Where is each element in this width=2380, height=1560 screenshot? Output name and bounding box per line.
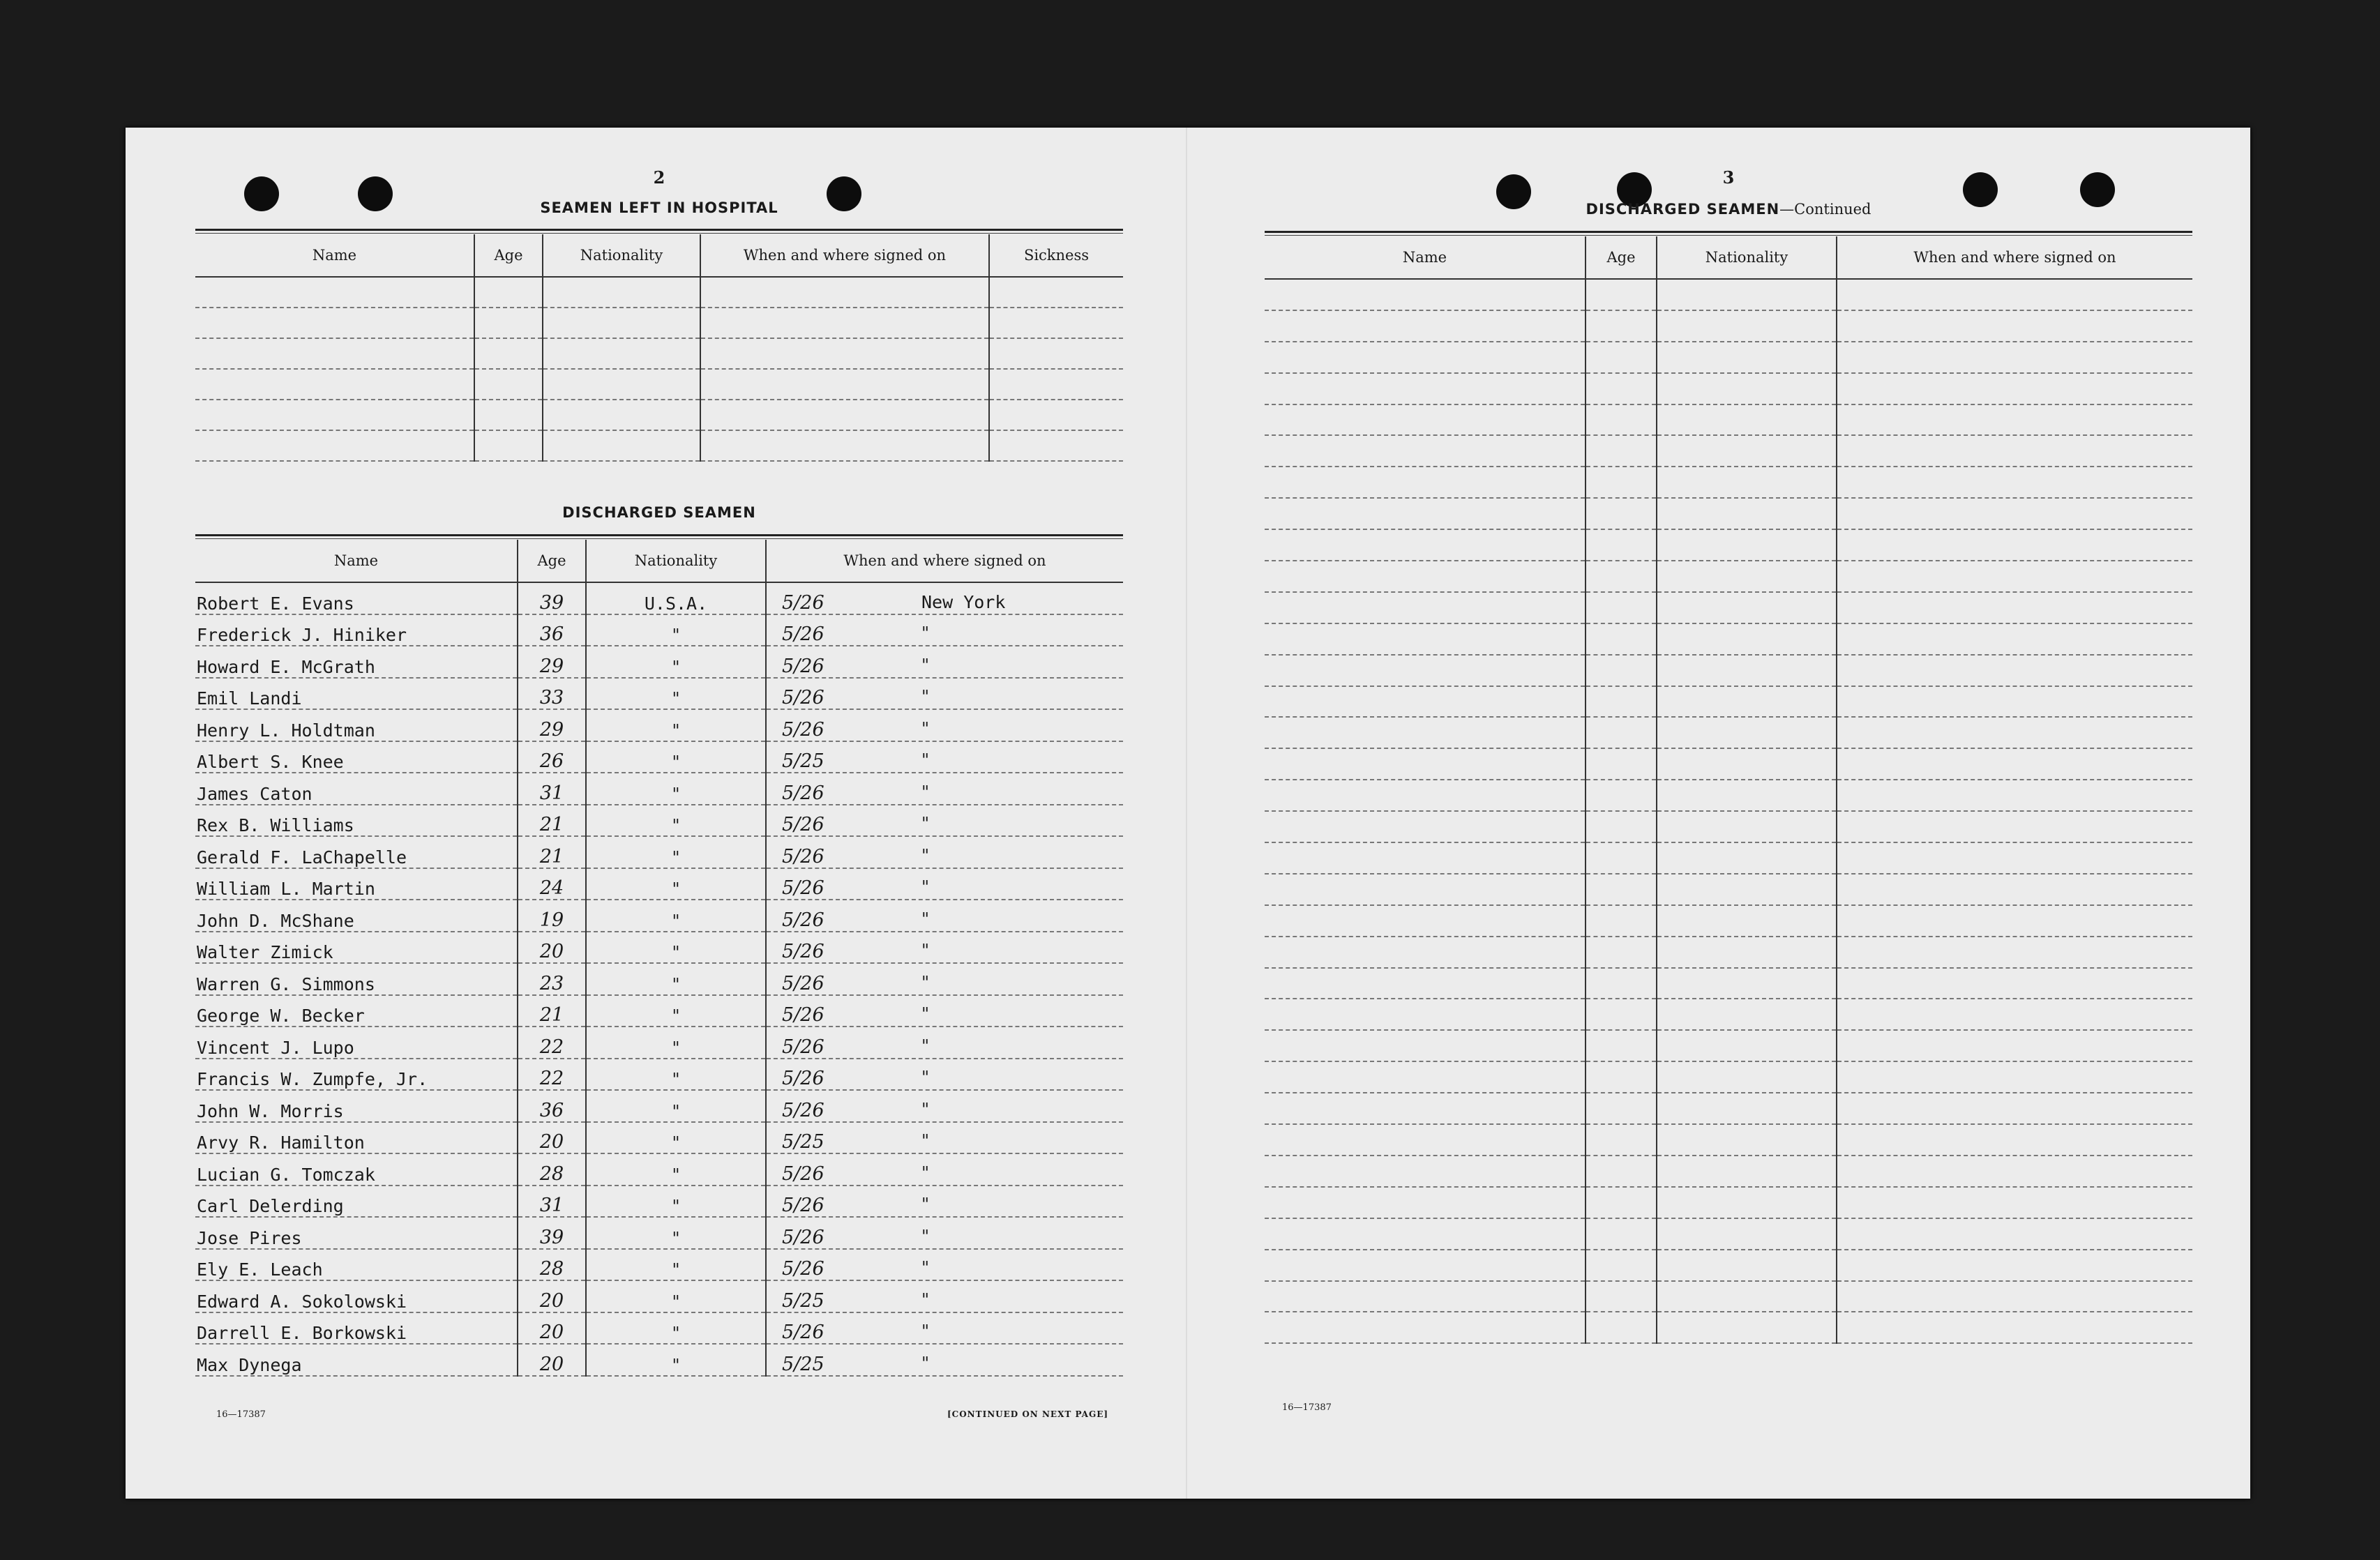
signed-on-place: ": [921, 909, 930, 929]
seaman-name: Arvy R. Hamilton: [195, 1122, 518, 1154]
signed-on-date: 5/26: [782, 1322, 824, 1343]
column-header: Nationality: [586, 540, 766, 582]
seaman-age: 20: [518, 1122, 586, 1154]
signed-on-cell: [766, 995, 1123, 1027]
seaman-age: 36: [518, 1090, 586, 1122]
seaman-age: 31: [518, 1186, 586, 1218]
section-title-main: DISCHARGED SEAMEN: [1586, 201, 1780, 218]
blank-row: [1265, 842, 2192, 874]
signed-on-place: ": [921, 941, 930, 960]
signed-on-cell: [766, 1344, 1123, 1376]
signed-on-cell: [766, 1280, 1123, 1312]
nationality-value: ": [672, 1355, 680, 1375]
hospital-table: [195, 234, 1123, 462]
column-header: Age: [1586, 236, 1657, 279]
nationality-value: ": [672, 657, 680, 677]
seaman-name: Rex B. Williams: [195, 805, 518, 837]
discharged-header-row: [195, 540, 1123, 582]
seaman-nationality: [586, 1186, 766, 1218]
seaman-nationality: [586, 582, 766, 614]
table-row: [195, 805, 1123, 837]
signed-on-date: 5/25: [782, 1131, 824, 1153]
seaman-name: Edward A. Sokolowski: [195, 1280, 518, 1312]
blank-row: [1265, 498, 2192, 529]
seaman-name: George W. Becker: [195, 995, 518, 1027]
signed-on-date: 5/26: [782, 845, 824, 868]
blank-row: [1265, 435, 2192, 467]
seaman-nationality: [586, 1280, 766, 1312]
signed-on-place: ": [921, 1289, 930, 1310]
signed-on-place: ": [921, 655, 930, 675]
signed-on-place: New York: [921, 591, 1006, 612]
column-header: When and where signed on: [1837, 236, 2192, 279]
blank-row: [1265, 1281, 2192, 1312]
signed-on-date: 5/26: [782, 655, 824, 677]
blank-row: [195, 369, 1123, 400]
seaman-age: 20: [518, 1344, 586, 1376]
seaman-nationality: [586, 995, 766, 1027]
seaman-age: 22: [518, 1027, 586, 1059]
signed-on-date: 5/26: [782, 591, 824, 614]
signed-on-date: 5/26: [782, 1226, 824, 1248]
signed-on-place: ": [921, 814, 930, 833]
seaman-name: John W. Morris: [195, 1090, 518, 1122]
column-header: Name: [195, 234, 474, 277]
signed-on-cell: [766, 1249, 1123, 1281]
signed-on-cell: [766, 836, 1123, 868]
signed-on-place: ": [921, 750, 930, 770]
continued-note: [CONTINUED ON NEXT PAGE]: [947, 1409, 1109, 1419]
table-row: [195, 900, 1123, 932]
blank-row: [1265, 561, 2192, 592]
seaman-age: 29: [518, 709, 586, 741]
table-row: [195, 1344, 1123, 1376]
seaman-name: Vincent J. Lupo: [195, 1027, 518, 1059]
blank-row: [1265, 1124, 2192, 1156]
nationality-value: ": [672, 784, 680, 804]
table-row: [195, 1090, 1123, 1122]
page-number: 3: [1722, 167, 1735, 188]
blank-row: [1265, 467, 2192, 498]
nationality-value: ": [672, 1038, 680, 1058]
signed-on-date: 5/26: [782, 1258, 824, 1280]
hospital-header-row: [195, 234, 1123, 277]
blank-row: [1265, 279, 2192, 310]
blank-row: [1265, 373, 2192, 404]
seaman-name: Emil Landi: [195, 678, 518, 710]
seaman-nationality: [586, 1249, 766, 1281]
discharged-section-title: DISCHARGED SEAMEN: [562, 504, 756, 521]
discharged-seamen-table: [195, 540, 1123, 1377]
seaman-name: Frederick J. Hiniker: [195, 614, 518, 646]
signed-on-date: 5/26: [782, 623, 824, 645]
seaman-age: 28: [518, 1249, 586, 1281]
hospital-section-title: SEAMEN LEFT IN HOSPITAL: [540, 199, 778, 216]
blank-row: [1265, 655, 2192, 686]
signed-on-cell: [766, 1153, 1123, 1186]
seaman-nationality: [586, 646, 766, 678]
seaman-age: 39: [518, 582, 586, 614]
nationality-value: ": [672, 1324, 680, 1343]
signed-on-date: 5/26: [782, 1068, 824, 1089]
table-row: [195, 932, 1123, 964]
blank-row: [1265, 811, 2192, 842]
table-row: [195, 1027, 1123, 1059]
signed-on-date: 5/25: [782, 1353, 824, 1375]
seaman-nationality: [586, 773, 766, 805]
signed-on-cell: [766, 963, 1123, 995]
table-row: [195, 1249, 1123, 1281]
signed-on-cell: [766, 709, 1123, 741]
blank-row: [1265, 937, 2192, 968]
blank-row: [1265, 874, 2192, 905]
signed-on-cell: [766, 868, 1123, 900]
table-row: [195, 709, 1123, 741]
seaman-age: 20: [518, 932, 586, 964]
blank-row: [1265, 748, 2192, 780]
nationality-value: ": [672, 1006, 680, 1026]
seaman-name: Albert S. Knee: [195, 741, 518, 773]
blank-row: [1265, 592, 2192, 623]
seaman-name: Robert E. Evans: [195, 582, 518, 614]
blank-row: [1265, 1030, 2192, 1061]
seaman-name: Darrell E. Borkowski: [195, 1312, 518, 1345]
seaman-name: Walter Zimick: [195, 932, 518, 964]
signed-on-date: 5/26: [782, 782, 824, 804]
seaman-age: 31: [518, 773, 586, 805]
blank-row: [195, 338, 1123, 369]
signed-on-date: 5/26: [782, 877, 824, 899]
signed-on-place: ": [921, 623, 930, 643]
seaman-nationality: [586, 1122, 766, 1154]
blank-row: [1265, 1187, 2192, 1218]
table-row: [195, 1153, 1123, 1186]
seaman-name: Jose Pires: [195, 1217, 518, 1249]
nationality-value: ": [672, 974, 680, 994]
nationality-value: ": [672, 816, 680, 835]
table-row: [195, 1280, 1123, 1312]
seaman-name: Francis W. Zumpfe, Jr.: [195, 1059, 518, 1091]
seaman-name: Max Dynega: [195, 1344, 518, 1376]
signed-on-date: 5/26: [782, 718, 824, 741]
seaman-age: 19: [518, 900, 586, 932]
seaman-nationality: [586, 963, 766, 995]
signed-on-date: 5/25: [782, 1289, 824, 1312]
signed-on-date: 5/25: [782, 750, 824, 772]
seaman-name: Ely E. Leach: [195, 1249, 518, 1281]
seaman-name: James Caton: [195, 773, 518, 805]
nationality-value: ": [672, 1101, 680, 1121]
crew-list-sheet: [126, 128, 2250, 1499]
seaman-age: 23: [518, 963, 586, 995]
seaman-nationality: [586, 1217, 766, 1249]
blank-row: [1265, 968, 2192, 999]
table-row: [195, 1186, 1123, 1218]
table-row: [195, 1312, 1123, 1345]
page-fold: [1186, 128, 1187, 1499]
signed-on-date: 5/26: [782, 814, 824, 835]
blank-row: [195, 308, 1123, 338]
blank-row: [1265, 1061, 2192, 1093]
seaman-name: Gerald F. LaChapelle: [195, 836, 518, 868]
signed-on-place: ": [921, 1226, 930, 1246]
signed-on-date: 5/26: [782, 1036, 824, 1058]
table-row: [195, 1059, 1123, 1091]
seaman-nationality: [586, 1090, 766, 1122]
nationality-value: ": [672, 626, 680, 645]
signed-on-date: 5/26: [782, 1163, 824, 1185]
signed-on-cell: [766, 1027, 1123, 1059]
signed-on-date: 5/26: [782, 1195, 824, 1216]
signed-on-date: 5/26: [782, 687, 824, 709]
seaman-nationality: [586, 1312, 766, 1345]
seaman-name: Carl Delerding: [195, 1186, 518, 1218]
continued-header-row: [1265, 236, 2192, 279]
nationality-value: ": [672, 1260, 680, 1280]
seaman-nationality: [586, 1344, 766, 1376]
seaman-nationality: [586, 1027, 766, 1059]
signed-on-cell: [766, 900, 1123, 932]
continued-seamen-table: [1265, 236, 2192, 1344]
table-row: [195, 678, 1123, 710]
seaman-age: 26: [518, 741, 586, 773]
blank-row: [1265, 1312, 2192, 1343]
left-page: [195, 128, 1123, 1499]
blank-row: [1265, 310, 2192, 342]
signed-on-cell: [766, 614, 1123, 646]
table-row: [195, 868, 1123, 900]
seaman-nationality: [586, 1153, 766, 1186]
blank-row: [1265, 1156, 2192, 1187]
seaman-nationality: [586, 709, 766, 741]
table-row: [195, 963, 1123, 995]
column-header: Age: [518, 540, 586, 582]
blank-row: [1265, 1250, 2192, 1281]
nationality-value: ": [672, 879, 680, 899]
signed-on-cell: [766, 932, 1123, 964]
seaman-nationality: [586, 1059, 766, 1091]
seaman-age: 24: [518, 868, 586, 900]
table-row: [195, 1122, 1123, 1154]
form-code: 16—17387: [216, 1409, 266, 1420]
signed-on-place: ": [921, 1258, 930, 1278]
column-header: Name: [1265, 236, 1586, 279]
signed-on-cell: [766, 1122, 1123, 1154]
nationality-value: ": [672, 689, 680, 709]
blank-row: [1265, 717, 2192, 748]
signed-on-cell: [766, 1217, 1123, 1249]
seaman-name: Henry L. Holdtman: [195, 709, 518, 741]
nationality-value: ": [672, 1070, 680, 1089]
signed-on-place: ": [921, 972, 930, 992]
blank-row: [1265, 905, 2192, 937]
blank-row: [1265, 780, 2192, 811]
seaman-nationality: [586, 868, 766, 900]
blank-row: [195, 430, 1123, 461]
signed-on-place: ": [921, 845, 930, 865]
blank-row: [1265, 623, 2192, 655]
blank-row: [1265, 1218, 2192, 1250]
form-code: 16—17387: [1282, 1402, 1332, 1413]
column-header: Nationality: [1657, 236, 1837, 279]
signed-on-cell: [766, 741, 1123, 773]
signed-on-place: ": [921, 1131, 930, 1151]
blank-row: [195, 400, 1123, 430]
seaman-nationality: [586, 836, 766, 868]
seaman-nationality: [586, 932, 766, 964]
table-row: [195, 1217, 1123, 1249]
continued-section-title: [1265, 201, 2192, 218]
table-row: [195, 582, 1123, 614]
blank-row: [1265, 529, 2192, 561]
seaman-name: Warren G. Simmons: [195, 963, 518, 995]
table-row: [195, 614, 1123, 646]
seaman-name: Lucian G. Tomczak: [195, 1153, 518, 1186]
seaman-age: 22: [518, 1059, 586, 1091]
seaman-nationality: [586, 805, 766, 837]
blank-row: [1265, 1093, 2192, 1124]
signed-on-cell: [766, 805, 1123, 837]
table-row: [195, 646, 1123, 678]
column-header: When and where signed on: [700, 234, 989, 277]
signed-on-cell: [766, 1090, 1123, 1122]
blank-row: [1265, 342, 2192, 373]
seaman-age: 20: [518, 1312, 586, 1345]
double-rule: [1265, 231, 2192, 236]
signed-on-place: ": [921, 1322, 930, 1341]
signed-on-cell: [766, 773, 1123, 805]
column-header: Age: [474, 234, 543, 277]
signed-on-date: 5/26: [782, 1004, 824, 1026]
seaman-age: 21: [518, 805, 586, 837]
nationality-value: ": [672, 847, 680, 868]
blank-row: [1265, 686, 2192, 718]
signed-on-cell: [766, 1186, 1123, 1218]
signed-on-place: ": [921, 1163, 930, 1183]
signed-on-date: 5/26: [782, 1099, 824, 1121]
blank-row: [1265, 404, 2192, 436]
double-rule: [195, 229, 1123, 234]
seaman-name: William L. Martin: [195, 868, 518, 900]
table-row: [195, 836, 1123, 868]
signed-on-place: ": [921, 877, 930, 897]
page-number: 2: [653, 167, 665, 188]
nationality-value: ": [672, 911, 680, 931]
blank-row: [195, 277, 1123, 308]
seaman-nationality: [586, 678, 766, 710]
nationality-value: U.S.A.: [644, 593, 708, 614]
column-header: Nationality: [543, 234, 700, 277]
table-row: [195, 995, 1123, 1027]
seaman-age: 28: [518, 1153, 586, 1186]
seaman-name: John D. McShane: [195, 900, 518, 932]
seaman-age: 21: [518, 836, 586, 868]
signed-on-place: ": [921, 1353, 930, 1373]
nationality-value: ": [672, 720, 680, 741]
nationality-value: ": [672, 1292, 680, 1312]
nationality-value: ": [672, 943, 680, 962]
signed-on-place: ": [921, 1036, 930, 1056]
signed-on-cell: [766, 678, 1123, 710]
column-header: Name: [195, 540, 518, 582]
signed-on-place: ": [921, 718, 930, 739]
column-header: When and where signed on: [766, 540, 1123, 582]
seaman-age: 21: [518, 995, 586, 1027]
signed-on-cell: [766, 1312, 1123, 1345]
nationality-value: ": [672, 1228, 680, 1248]
seaman-age: 29: [518, 646, 586, 678]
nationality-value: ": [672, 1165, 680, 1185]
nationality-value: ": [672, 752, 680, 772]
nationality-value: ": [672, 1133, 680, 1153]
double-rule: [195, 534, 1123, 539]
nationality-value: ": [672, 1197, 680, 1216]
seaman-age: 39: [518, 1217, 586, 1249]
signed-on-place: ": [921, 782, 930, 802]
blank-row: [1265, 999, 2192, 1030]
table-row: [195, 773, 1123, 805]
column-header: Sickness: [989, 234, 1123, 277]
signed-on-place: ": [921, 687, 930, 706]
seaman-age: 33: [518, 678, 586, 710]
signed-on-place: ": [921, 1068, 930, 1087]
seaman-age: 36: [518, 614, 586, 646]
signed-on-cell: [766, 582, 1123, 614]
seaman-name: Howard E. McGrath: [195, 646, 518, 678]
signed-on-date: 5/26: [782, 972, 824, 994]
seaman-age: 20: [518, 1280, 586, 1312]
signed-on-place: ": [921, 1004, 930, 1024]
signed-on-date: 5/26: [782, 941, 824, 962]
signed-on-date: 5/26: [782, 909, 824, 931]
seaman-nationality: [586, 900, 766, 932]
seaman-nationality: [586, 741, 766, 773]
seaman-nationality: [586, 614, 766, 646]
signed-on-place: ": [921, 1195, 930, 1214]
signed-on-cell: [766, 1059, 1123, 1091]
right-page: [1265, 128, 2192, 1499]
table-row: [195, 741, 1123, 773]
section-title-suffix: —Continued: [1779, 201, 1871, 218]
signed-on-place: ": [921, 1099, 930, 1119]
signed-on-cell: [766, 646, 1123, 678]
